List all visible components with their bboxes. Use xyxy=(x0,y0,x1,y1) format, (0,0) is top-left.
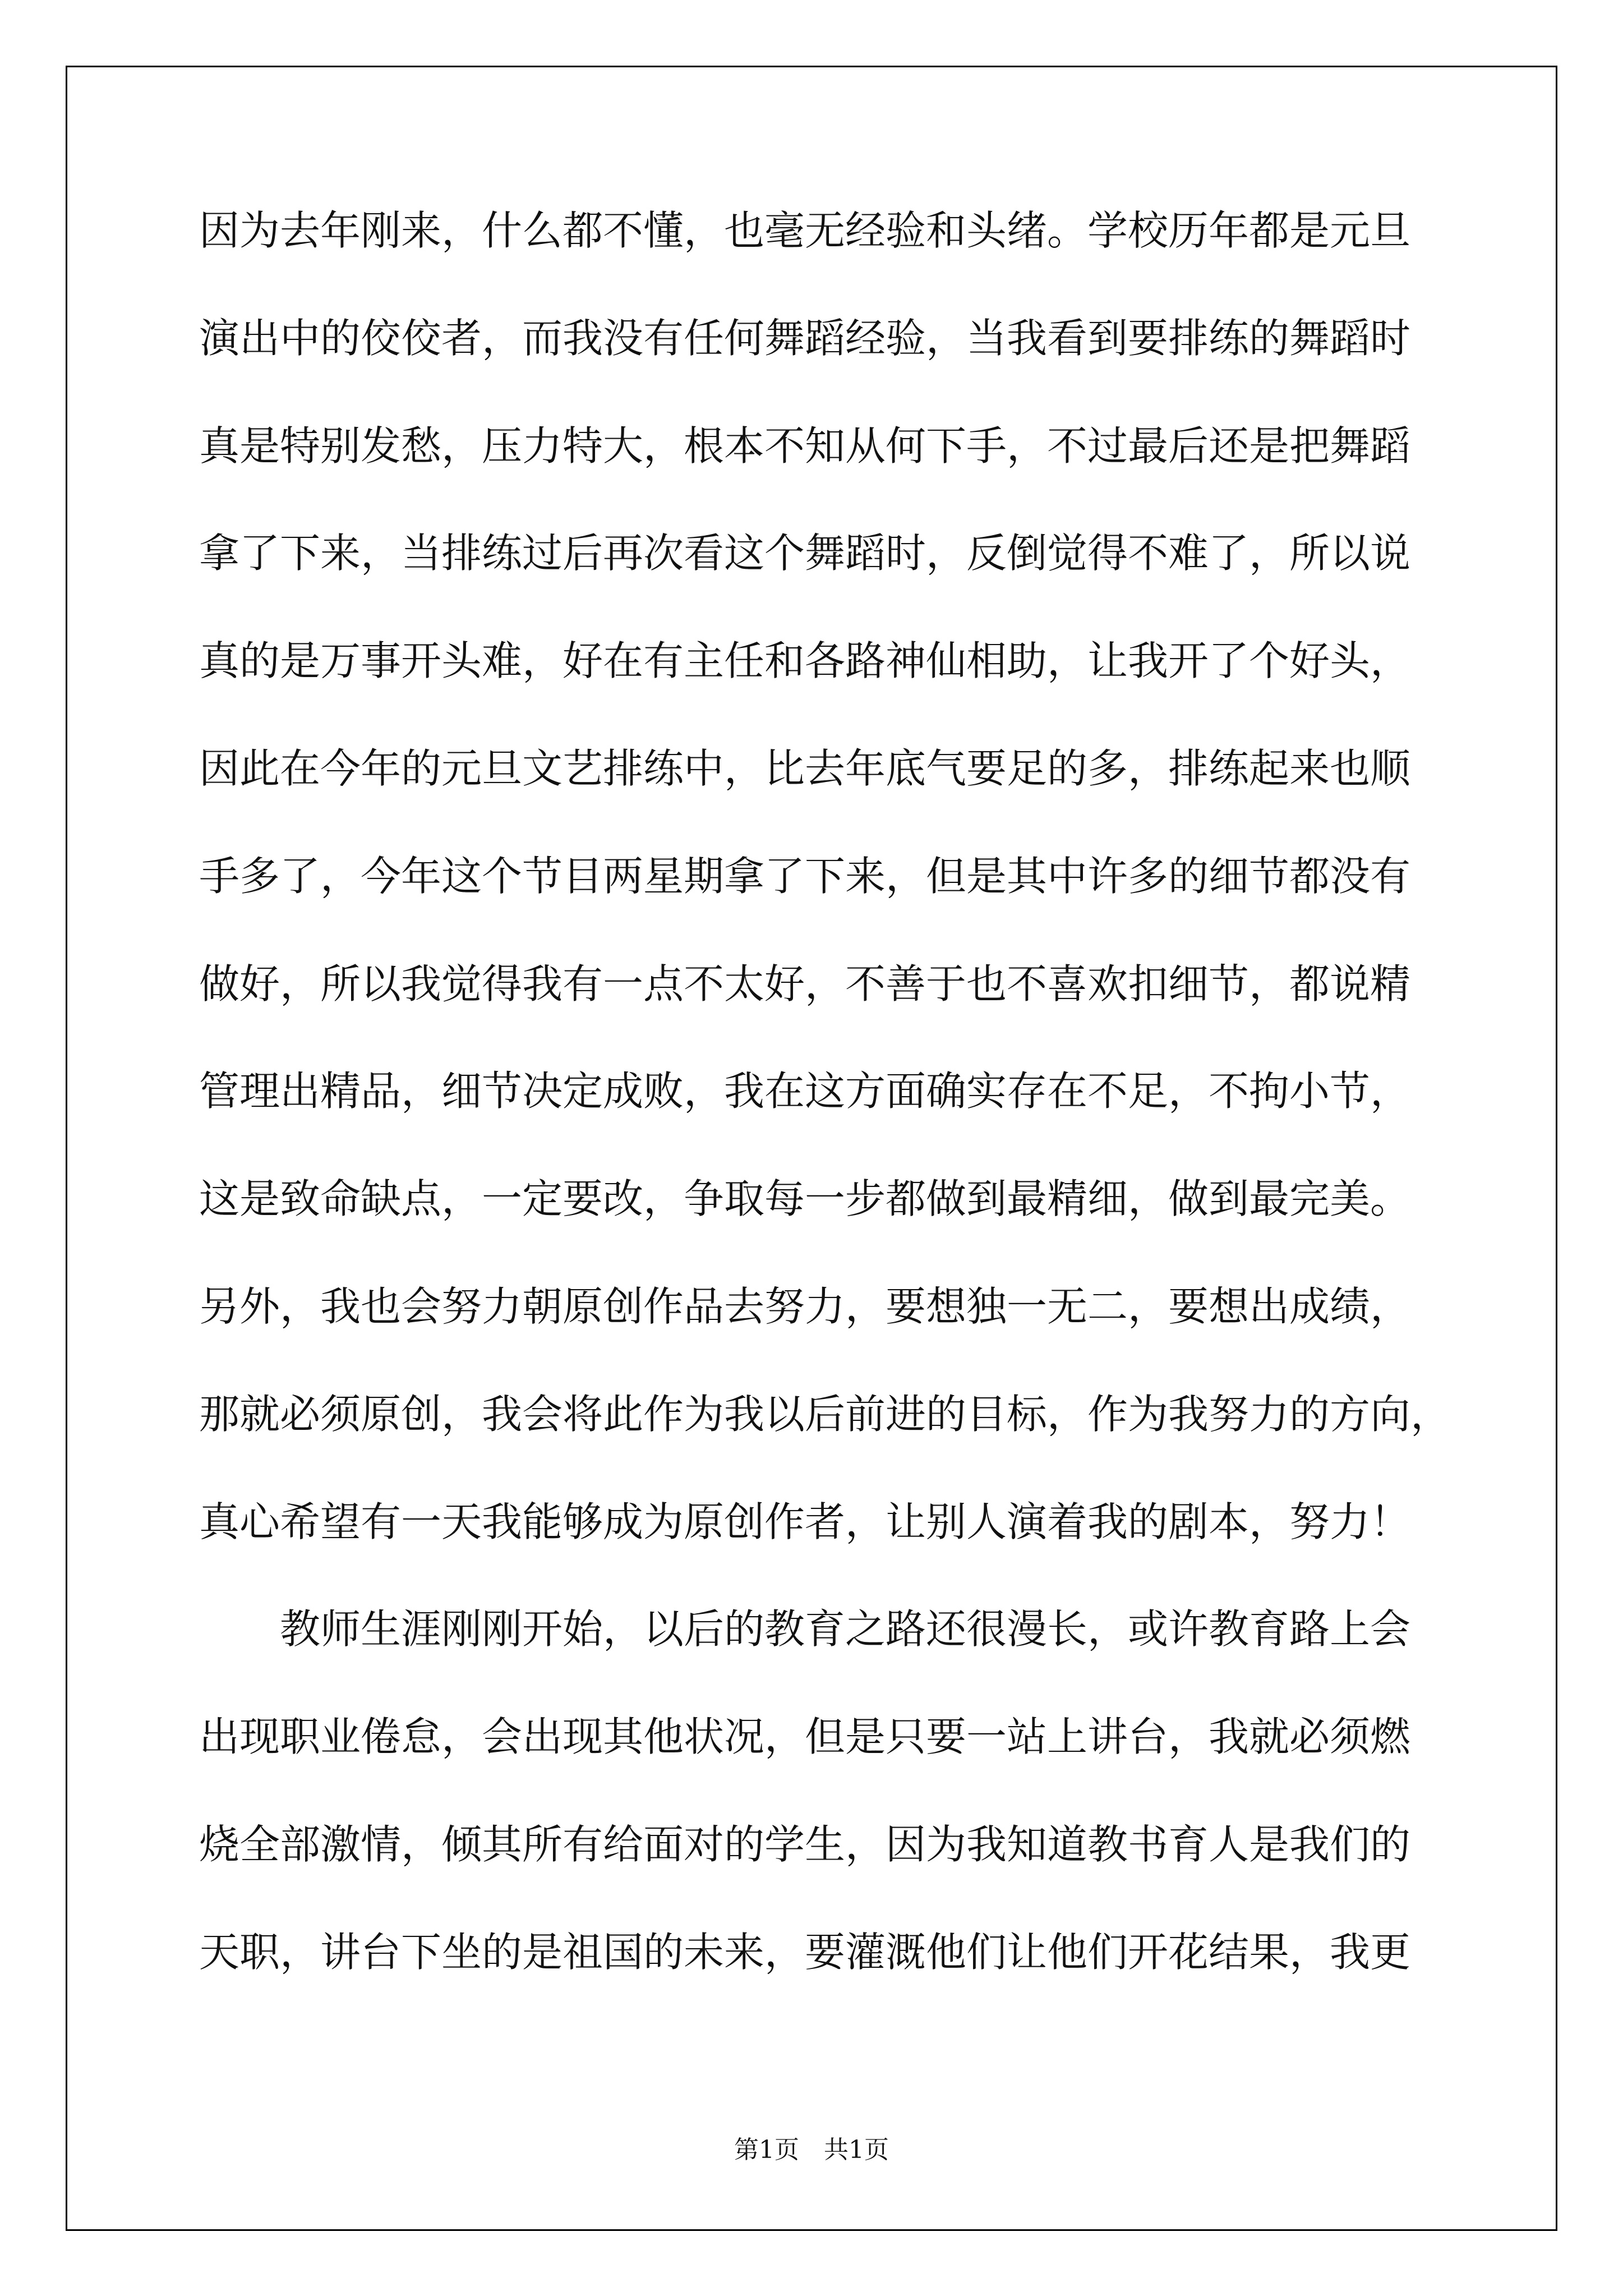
text-line-11: 另外，我也会努力朝原创作品去努力，要想独一无二，要想出成绩， xyxy=(199,1282,1411,1330)
text-line-15: 出现职业倦怠，会出现其他状况，但是只要一站上讲台，我就必须燃 xyxy=(199,1713,1411,1761)
page-footer: 第1页 共1页 xyxy=(734,2136,889,2164)
text-line-4: 拿了下来，当排练过后再次看这个舞蹈时，反倒觉得不难了，所以说 xyxy=(199,530,1411,577)
text-line-8: 做好，所以我觉得我有一点不太好，不善于也不喜欢扣细节，都说精 xyxy=(199,960,1411,1007)
text-line-10: 这是致命缺点，一定要改，争取每一步都做到最精细，做到最完美。 xyxy=(199,1175,1411,1223)
text-line-12: 那就必须原创，我会将此作为我以后前进的目标，作为我努力的方向， xyxy=(199,1390,1451,1438)
document-body xyxy=(199,207,1455,2040)
text-line-5: 真的是万事开头难，好在有主任和各路神仙相助，让我开了个好头， xyxy=(199,637,1411,685)
text-line-17: 天职，讲台下坐的是祖国的未来，要灌溉他们让他们开花结果，我更 xyxy=(199,1928,1411,1976)
paragraph-start-line: 教师生涯刚刚开始，以后的教育之路还很漫长，或许教育路上会 xyxy=(280,1605,1411,1653)
text-line-6: 因此在今年的元旦文艺排练中，比去年底气要足的多，排练起来也顺 xyxy=(199,744,1411,792)
text-line-16: 烧全部激情，倾其所有给面对的学生，因为我知道教书育人是我们的 xyxy=(199,1820,1411,1868)
text-line-3: 真是特别发愁，压力特大，根本不知从何下手，不过最后还是把舞蹈 xyxy=(199,422,1411,470)
text-line-2: 演出中的佼佼者，而我没有任何舞蹈经验，当我看到要排练的舞蹈时 xyxy=(199,314,1411,362)
text-line-9: 管理出精品，细节决定成败，我在这方面确实存在不足，不拘小节， xyxy=(199,1068,1411,1115)
text-line-13: 真心希望有一天我能够成为原创作者，让别人演着我的剧本，努力！ xyxy=(199,1498,1411,1545)
text-line-1: 因为去年刚来，什么都不懂，也毫无经验和头绪。学校历年都是元旦 xyxy=(199,207,1411,254)
text-line-7: 手多了，今年这个节目两星期拿了下来，但是其中许多的细节都没有 xyxy=(199,852,1411,900)
